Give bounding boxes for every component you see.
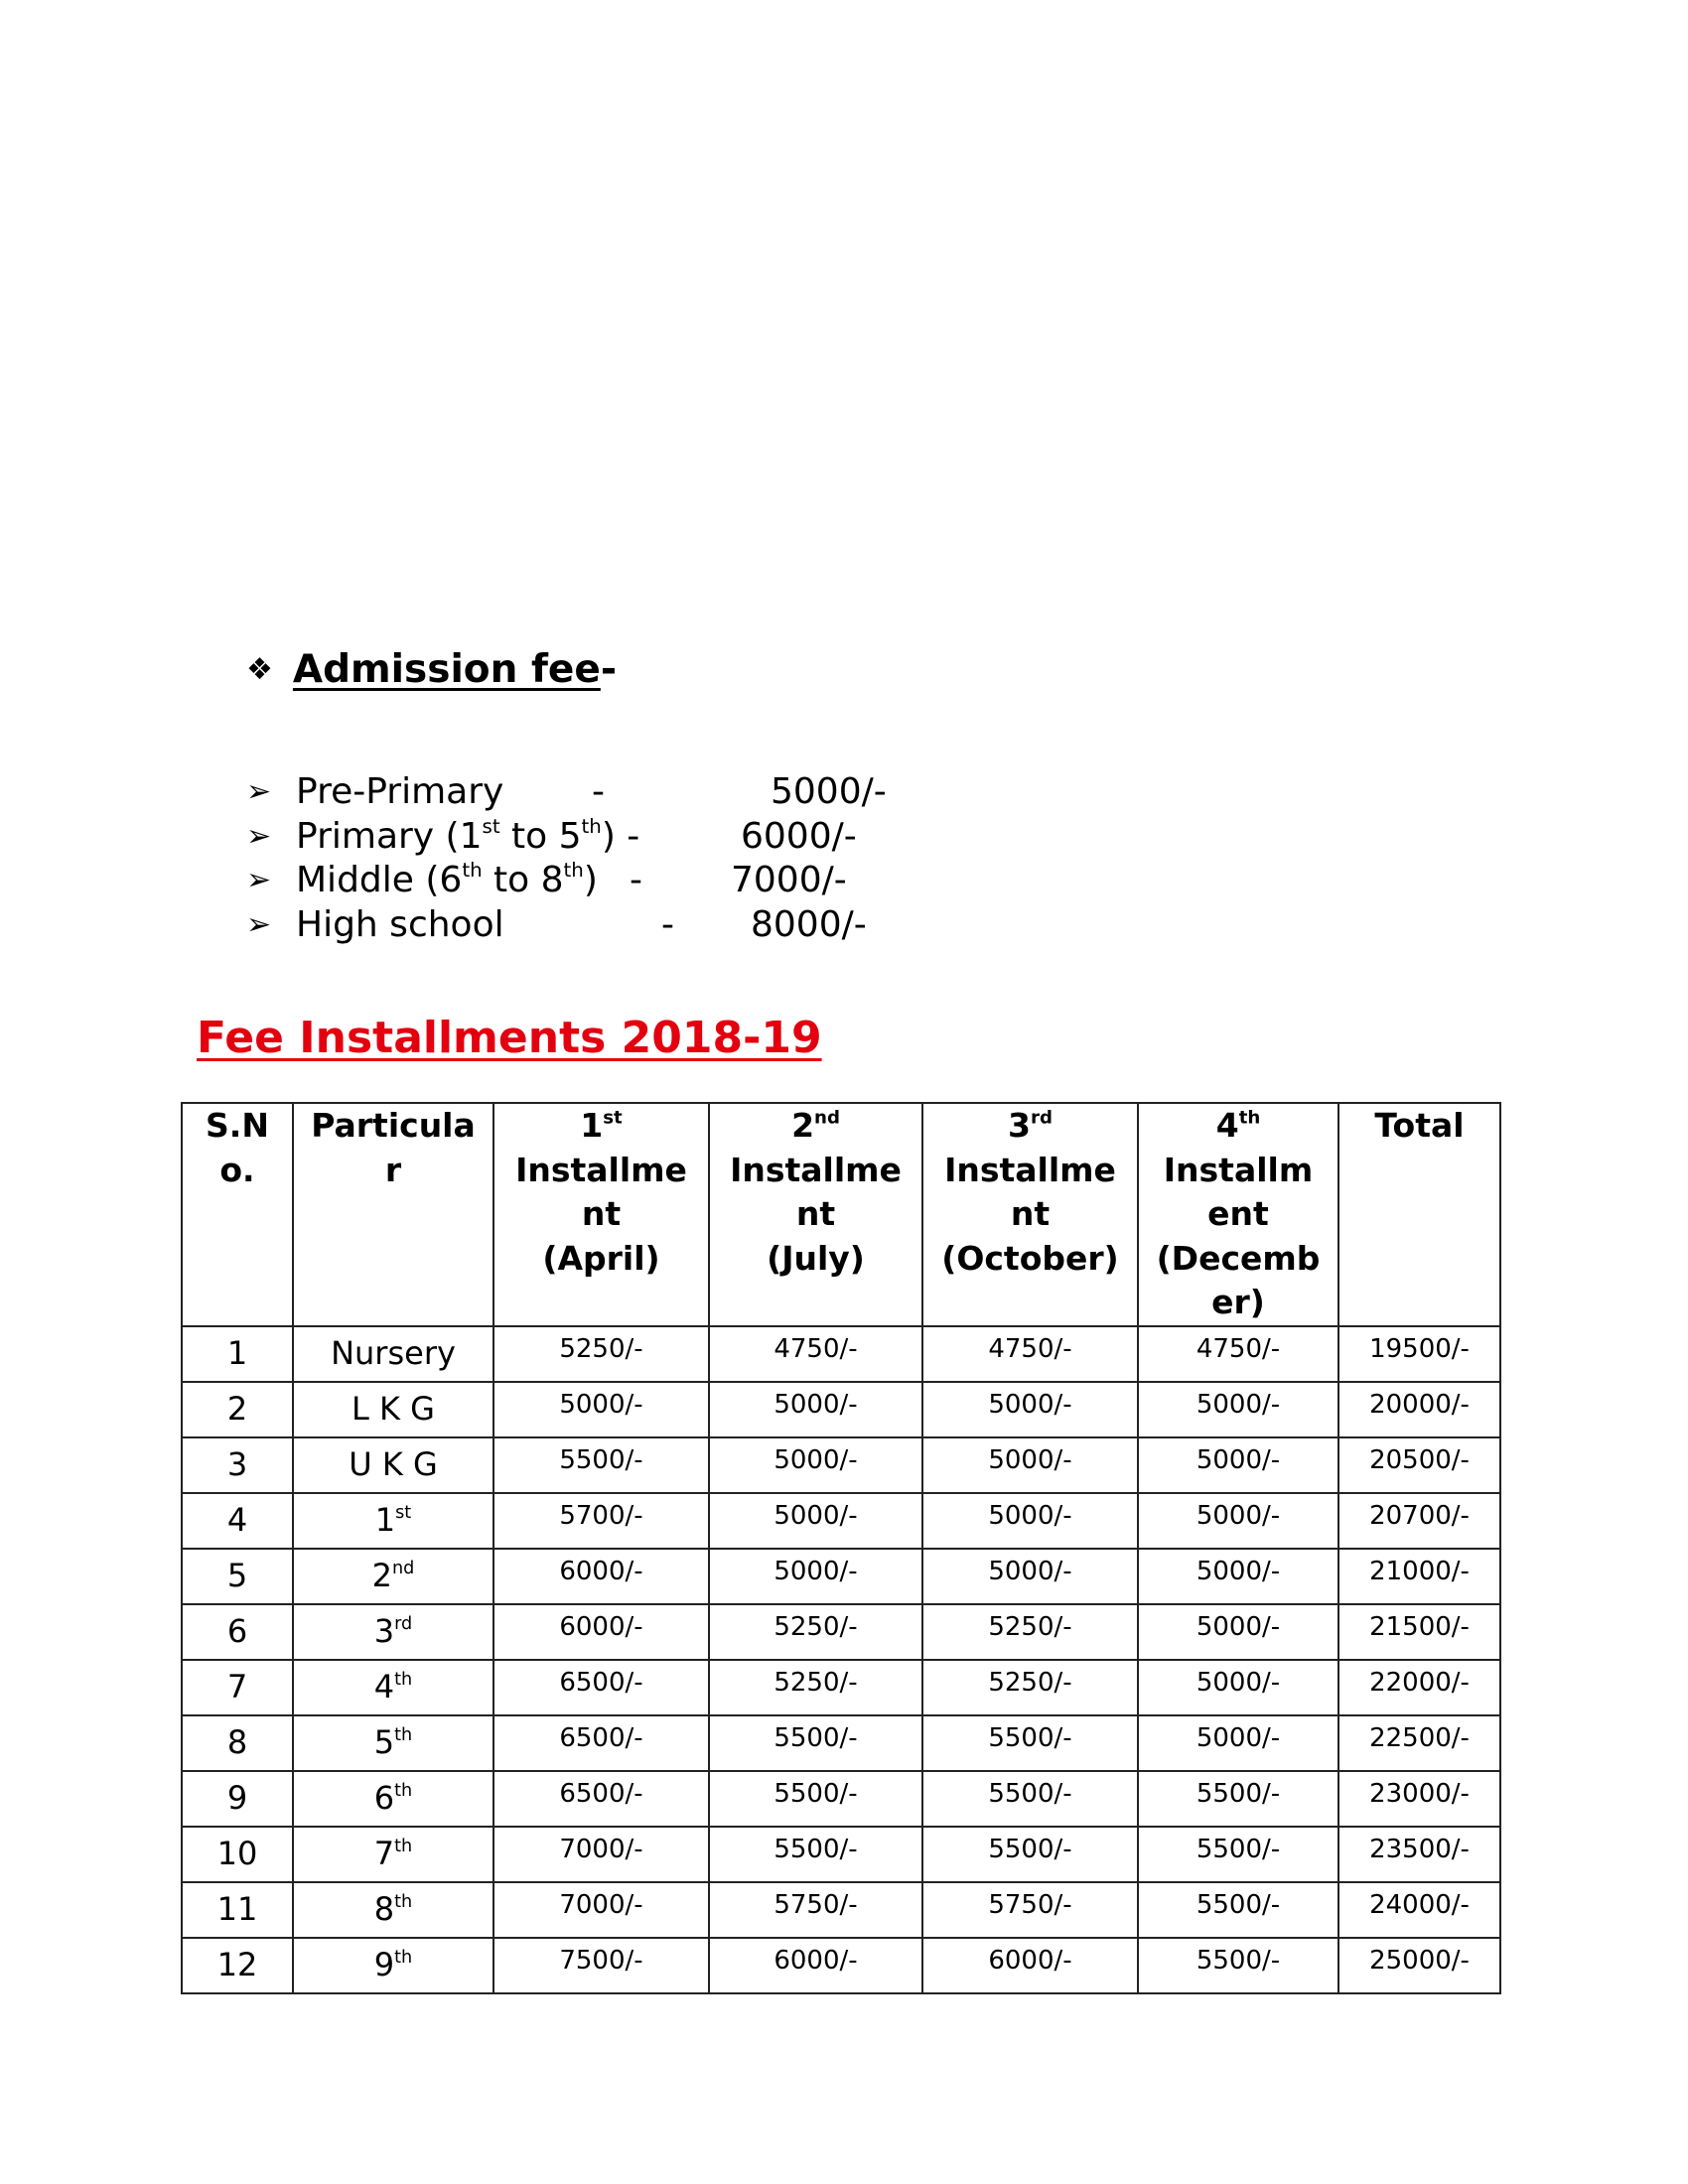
cell-sno: 9	[182, 1771, 293, 1827]
fee-item-label-group	[296, 859, 598, 903]
cell-installment-4: 5500/-	[1138, 1882, 1338, 1938]
cell-sno: 11	[182, 1882, 293, 1938]
fee-item-amount: 6000/-	[741, 815, 857, 857]
diamond-bullet-icon: ❖	[246, 652, 273, 687]
admission-fee-heading-text: Admission fee	[292, 647, 601, 692]
table-row	[182, 1715, 1500, 1771]
cell-installment-4: 5500/-	[1138, 1771, 1338, 1827]
table-row	[182, 1549, 1500, 1604]
particular-text: 2	[371, 1556, 393, 1594]
cell-installment-1: 7500/-	[493, 1938, 709, 1993]
header-line: (October)	[941, 1238, 1119, 1278]
cell-installment-1: 6000/-	[493, 1549, 709, 1604]
particular-text: Nursery	[331, 1333, 456, 1372]
fee-item-label-mid: to 8	[482, 860, 564, 900]
cell-sno: 8	[182, 1715, 293, 1771]
table-row	[182, 1882, 1500, 1938]
cell-particular	[293, 1437, 493, 1493]
particular-text: 4	[373, 1667, 395, 1706]
header-line: Installm	[1163, 1150, 1314, 1189]
fee-item-label-group	[296, 815, 639, 860]
cell-installment-2: 5250/-	[709, 1604, 922, 1660]
cell-installment-1: 7000/-	[493, 1882, 709, 1938]
header-line: nt	[1010, 1194, 1051, 1233]
cell-installment-3: 6000/-	[922, 1938, 1138, 1993]
cell-total: 20500/-	[1338, 1437, 1500, 1493]
header-line: Installme	[515, 1150, 687, 1189]
cell-installment-2: 5750/-	[709, 1882, 922, 1938]
ordinal-suffix: th	[394, 1780, 413, 1801]
fee-item-dash: -	[630, 860, 642, 900]
cell-installment-1: 5700/-	[493, 1493, 709, 1549]
header-particular	[293, 1103, 493, 1326]
cell-installment-1: 6500/-	[493, 1715, 709, 1771]
cell-total: 20000/-	[1338, 1382, 1500, 1437]
table-row	[182, 1938, 1500, 1993]
ordinal-suffix: th	[394, 1947, 413, 1968]
header-line: Installme	[944, 1150, 1116, 1189]
table-row	[182, 1660, 1500, 1715]
particular-text: 3	[373, 1611, 395, 1650]
cell-installment-3: 5000/-	[922, 1549, 1138, 1604]
cell-installment-2: 5000/-	[709, 1493, 922, 1549]
cell-installment-3: 5500/-	[922, 1715, 1138, 1771]
cell-total: 25000/-	[1338, 1938, 1500, 1993]
cell-installment-4: 5000/-	[1138, 1715, 1338, 1771]
cell-installment-1: 6000/-	[493, 1604, 709, 1660]
cell-installment-2: 4750/-	[709, 1326, 922, 1382]
cell-installment-1: 6500/-	[493, 1771, 709, 1827]
header-line: o.	[219, 1150, 255, 1189]
ordinal-suffix: st	[482, 814, 500, 838]
fee-item-amount: 5000/-	[771, 771, 887, 812]
cell-installment-4: 5000/-	[1138, 1604, 1338, 1660]
cell-sno: 1	[182, 1326, 293, 1382]
cell-installment-3: 4750/-	[922, 1326, 1138, 1382]
cell-installment-4: 5000/-	[1138, 1660, 1338, 1715]
cell-installment-2: 5500/-	[709, 1771, 922, 1827]
header-ordinal-number: 3	[1008, 1106, 1032, 1145]
cell-total: 21000/-	[1338, 1549, 1500, 1604]
cell-total: 19500/-	[1338, 1326, 1500, 1382]
installments-title: Fee Installments 2018-19	[197, 1013, 822, 1063]
header-line: (Decemb	[1156, 1238, 1321, 1278]
table-row	[182, 1604, 1500, 1660]
cell-total: 24000/-	[1338, 1882, 1500, 1938]
cell-sno: 4	[182, 1493, 293, 1549]
cell-sno: 6	[182, 1604, 293, 1660]
cell-total: 21500/-	[1338, 1604, 1500, 1660]
cell-installment-4: 5000/-	[1138, 1437, 1338, 1493]
particular-text: 7	[373, 1834, 395, 1872]
header-installment-1	[493, 1103, 709, 1326]
admission-fee-heading	[246, 647, 617, 692]
header-ordinal-number: 2	[791, 1106, 815, 1145]
fee-item-amount: 7000/-	[731, 860, 847, 900]
cell-sno: 12	[182, 1938, 293, 1993]
header-line: S.N	[206, 1106, 269, 1145]
header-sno	[182, 1103, 293, 1326]
heading-suffix: -	[600, 647, 617, 692]
header-line: Total	[1374, 1106, 1465, 1145]
header-line: (July)	[767, 1238, 865, 1278]
arrow-bullet-icon: ➢	[246, 863, 272, 897]
cell-particular	[293, 1715, 493, 1771]
cell-installment-3: 5250/-	[922, 1660, 1138, 1715]
cell-particular	[293, 1938, 493, 1993]
cell-installment-1: 5500/-	[493, 1437, 709, 1493]
ordinal-suffix: rd	[1031, 1107, 1053, 1129]
cell-installment-1: 5000/-	[493, 1382, 709, 1437]
cell-installment-4: 5000/-	[1138, 1493, 1338, 1549]
table-row	[182, 1437, 1500, 1493]
particular-text: 1	[374, 1500, 396, 1539]
fee-item-label-group	[296, 903, 504, 948]
cell-installment-4: 5000/-	[1138, 1549, 1338, 1604]
particular-text: 5	[373, 1722, 395, 1761]
ordinal-suffix: th	[1238, 1107, 1261, 1129]
ordinal-suffix: th	[394, 1724, 413, 1745]
header-installment-3	[922, 1103, 1138, 1326]
table-row	[182, 1326, 1500, 1382]
cell-installment-4: 5000/-	[1138, 1382, 1338, 1437]
fee-item-label: High school	[296, 903, 504, 945]
cell-total: 22000/-	[1338, 1660, 1500, 1715]
table-row	[182, 1771, 1500, 1827]
cell-installment-2: 5000/-	[709, 1382, 922, 1437]
header-line: er)	[1211, 1283, 1265, 1321]
particular-text: L K G	[352, 1389, 435, 1428]
cell-installment-3: 5750/-	[922, 1882, 1138, 1938]
cell-installment-2: 6000/-	[709, 1938, 922, 1993]
cell-sno: 7	[182, 1660, 293, 1715]
cell-sno: 2	[182, 1382, 293, 1437]
cell-installment-3: 5250/-	[922, 1604, 1138, 1660]
cell-installment-3: 5000/-	[922, 1382, 1138, 1437]
cell-installment-4: 5500/-	[1138, 1827, 1338, 1882]
header-ordinal-number: 4	[1215, 1106, 1239, 1145]
ordinal-suffix: st	[603, 1107, 623, 1129]
particular-text: U K G	[349, 1444, 438, 1483]
ordinal-suffix: nd	[392, 1558, 415, 1578]
ordinal-suffix: th	[581, 814, 602, 838]
table-row	[182, 1382, 1500, 1437]
ordinal-suffix: nd	[814, 1107, 840, 1129]
fee-item-label: Pre-Primary	[296, 771, 504, 812]
header-line: nt	[581, 1194, 622, 1233]
cell-particular	[293, 1549, 493, 1604]
header-ordinal	[1139, 1104, 1337, 1149]
cell-total: 20700/-	[1338, 1493, 1500, 1549]
ordinal-suffix: th	[394, 1836, 413, 1856]
cell-installment-3: 5500/-	[922, 1771, 1138, 1827]
header-ordinal-number: 1	[580, 1106, 604, 1145]
header-line: nt	[795, 1194, 836, 1233]
fee-item-amount: 8000/-	[751, 903, 867, 945]
fee-item-label-tail: )	[583, 860, 598, 900]
table-row	[182, 1493, 1500, 1549]
cell-installment-3: 5000/-	[922, 1437, 1138, 1493]
header-ordinal	[710, 1104, 921, 1149]
cell-installment-2: 5500/-	[709, 1715, 922, 1771]
ordinal-suffix: st	[395, 1502, 412, 1523]
particular-text: 8	[373, 1889, 395, 1928]
ordinal-suffix: th	[563, 859, 584, 883]
particular-text: 6	[373, 1778, 395, 1817]
header-line: (April)	[542, 1238, 660, 1278]
table-header-row	[182, 1103, 1500, 1326]
fee-item-dash: -	[661, 903, 674, 945]
fee-item-label: Primary (1	[296, 815, 483, 857]
header-line: Installme	[730, 1150, 902, 1189]
arrow-bullet-icon: ➢	[246, 774, 272, 809]
cell-installment-2: 5000/-	[709, 1549, 922, 1604]
cell-total: 23500/-	[1338, 1827, 1500, 1882]
table-row	[182, 1827, 1500, 1882]
cell-particular	[293, 1771, 493, 1827]
cell-installment-1: 7000/-	[493, 1827, 709, 1882]
header-installment-2	[709, 1103, 922, 1326]
cell-installment-4: 4750/-	[1138, 1326, 1338, 1382]
cell-total: 23000/-	[1338, 1771, 1500, 1827]
cell-particular	[293, 1604, 493, 1660]
header-ordinal	[494, 1104, 708, 1149]
ordinal-suffix: th	[394, 1669, 413, 1690]
header-total	[1338, 1103, 1500, 1326]
header-line: r	[384, 1150, 402, 1189]
cell-installment-3: 5000/-	[922, 1493, 1138, 1549]
cell-particular	[293, 1827, 493, 1882]
fee-item-label-tail: ) -	[601, 815, 640, 857]
ordinal-suffix: th	[394, 1891, 413, 1912]
particular-text: 9	[373, 1945, 395, 1983]
cell-particular	[293, 1326, 493, 1382]
cell-particular	[293, 1660, 493, 1715]
ordinal-suffix: rd	[394, 1613, 413, 1634]
fee-item-label-mid: to 5	[499, 815, 582, 857]
arrow-bullet-icon: ➢	[246, 818, 272, 854]
fee-item-label: Middle (6	[296, 860, 463, 900]
cell-total: 22500/-	[1338, 1715, 1500, 1771]
cell-particular	[293, 1382, 493, 1437]
cell-installment-2: 5500/-	[709, 1827, 922, 1882]
cell-installment-3: 5500/-	[922, 1827, 1138, 1882]
ordinal-suffix: th	[462, 859, 483, 883]
header-installment-4	[1138, 1103, 1338, 1326]
fee-item-dash: -	[592, 771, 605, 812]
cell-sno: 10	[182, 1827, 293, 1882]
cell-particular	[293, 1882, 493, 1938]
cell-installment-2: 5250/-	[709, 1660, 922, 1715]
cell-installment-1: 5250/-	[493, 1326, 709, 1382]
arrow-bullet-icon: ➢	[246, 906, 272, 942]
cell-sno: 3	[182, 1437, 293, 1493]
cell-installment-1: 6500/-	[493, 1660, 709, 1715]
header-line: Particula	[311, 1106, 476, 1145]
cell-particular	[293, 1493, 493, 1549]
header-ordinal	[923, 1104, 1137, 1149]
header-line: ent	[1207, 1194, 1269, 1233]
cell-sno: 5	[182, 1549, 293, 1604]
fee-item-label-group	[296, 770, 503, 815]
cell-installment-4: 5500/-	[1138, 1938, 1338, 1993]
cell-installment-2: 5000/-	[709, 1437, 922, 1493]
installments-table	[181, 1102, 1501, 1994]
